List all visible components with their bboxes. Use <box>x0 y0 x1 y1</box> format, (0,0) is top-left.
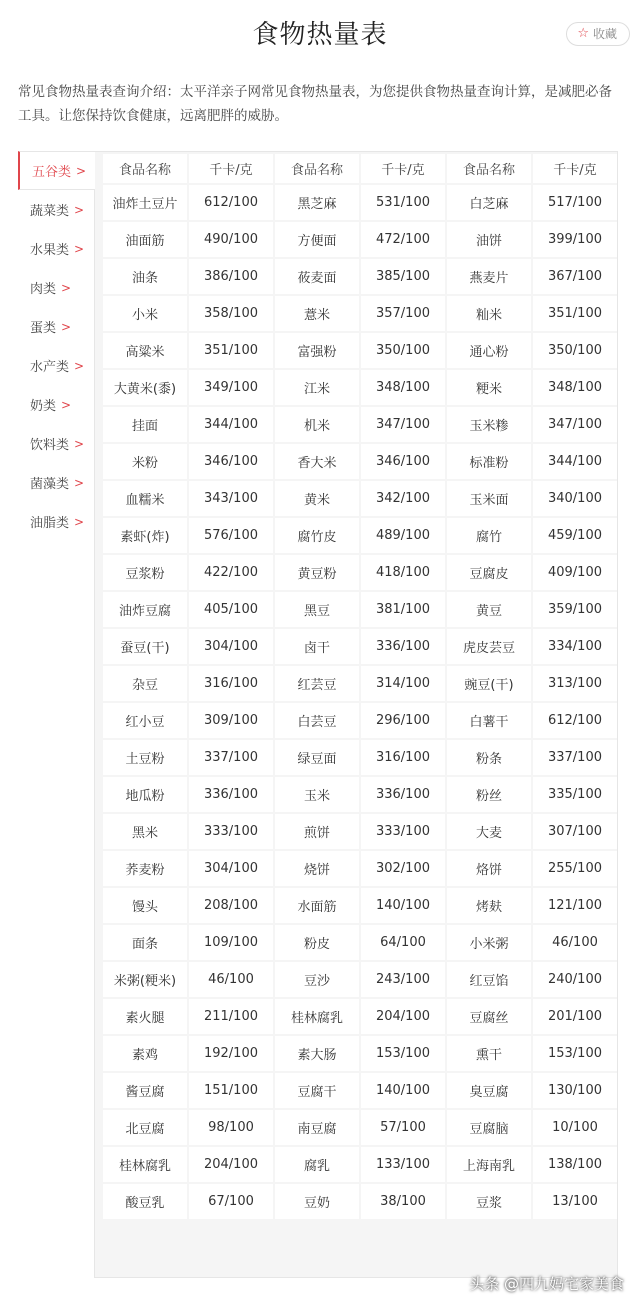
calorie-cell: 151/100 <box>189 1073 273 1108</box>
calorie-cell: 351/100 <box>533 296 617 331</box>
food-name-cell: 黄米 <box>275 481 359 516</box>
food-name-cell: 红小豆 <box>103 703 187 738</box>
calorie-cell: 337/100 <box>533 740 617 775</box>
food-name-cell: 米粉 <box>103 444 187 479</box>
food-name-cell: 腐竹 <box>447 518 531 553</box>
calorie-cell: 333/100 <box>361 814 445 849</box>
calorie-cell: 472/100 <box>361 222 445 257</box>
calorie-cell: 346/100 <box>361 444 445 479</box>
table-row <box>103 666 617 701</box>
table-row <box>103 814 617 849</box>
food-name-cell: 素鸡 <box>103 1036 187 1071</box>
food-name-cell: 腐竹皮 <box>275 518 359 553</box>
table-row <box>103 185 617 220</box>
calorie-cell: 335/100 <box>533 777 617 812</box>
category-item[interactable] <box>18 268 94 307</box>
chevron-right-icon: > <box>61 280 72 295</box>
food-name-cell: 南豆腐 <box>275 1110 359 1145</box>
table-row <box>103 1036 617 1071</box>
category-label: 蛋类 <box>30 321 57 336</box>
calorie-cell: 351/100 <box>189 333 273 368</box>
food-name-cell: 粉条 <box>447 740 531 775</box>
table-row <box>103 962 617 997</box>
calorie-cell: 422/100 <box>189 555 273 590</box>
food-name-cell: 莜麦面 <box>275 259 359 294</box>
calorie-cell: 385/100 <box>361 259 445 294</box>
category-label: 水果类 <box>30 243 70 258</box>
food-name-cell: 油炸豆腐 <box>103 592 187 627</box>
table-row <box>103 925 617 960</box>
food-name-cell: 煎饼 <box>275 814 359 849</box>
food-name-cell: 臭豆腐 <box>447 1073 531 1108</box>
food-name-cell: 腐乳 <box>275 1147 359 1182</box>
calorie-cell: 138/100 <box>533 1147 617 1182</box>
food-name-cell: 玉米 <box>275 777 359 812</box>
page-header <box>0 0 640 66</box>
table-row <box>103 444 617 479</box>
food-name-cell: 大麦 <box>447 814 531 849</box>
calorie-cell: 336/100 <box>189 777 273 812</box>
food-name-cell: 小米 <box>103 296 187 331</box>
calorie-cell: 153/100 <box>533 1036 617 1071</box>
food-name-cell: 豆腐丝 <box>447 999 531 1034</box>
calorie-cell: 208/100 <box>189 888 273 923</box>
calorie-cell: 399/100 <box>533 222 617 257</box>
food-name-cell: 烙饼 <box>447 851 531 886</box>
food-name-cell: 玉米面 <box>447 481 531 516</box>
food-name-cell: 江米 <box>275 370 359 405</box>
calorie-cell: 192/100 <box>189 1036 273 1071</box>
table-row <box>103 407 617 442</box>
food-name-cell: 素虾(炸) <box>103 518 187 553</box>
calorie-cell: 140/100 <box>361 1073 445 1108</box>
calorie-cell: 255/100 <box>533 851 617 886</box>
food-name-cell: 香大米 <box>275 444 359 479</box>
table-row <box>103 296 617 331</box>
calorie-cell: 304/100 <box>189 629 273 664</box>
food-name-cell: 白薯干 <box>447 703 531 738</box>
calorie-cell: 333/100 <box>189 814 273 849</box>
chevron-right-icon: > <box>61 397 72 412</box>
category-item[interactable] <box>18 229 94 268</box>
calorie-cell: 309/100 <box>189 703 273 738</box>
category-item[interactable] <box>18 385 94 424</box>
chevron-right-icon: > <box>74 475 85 490</box>
calorie-cell: 201/100 <box>533 999 617 1034</box>
food-name-cell: 面条 <box>103 925 187 960</box>
food-name-cell: 桂林腐乳 <box>103 1147 187 1182</box>
calorie-cell: 10/100 <box>533 1110 617 1145</box>
favorite-label: 收藏 <box>592 27 617 41</box>
food-name-cell: 豆浆粉 <box>103 555 187 590</box>
calorie-cell: 357/100 <box>361 296 445 331</box>
food-name-cell: 豆腐皮 <box>447 555 531 590</box>
watermark: 头条 @四九妈宅家美食 <box>469 1275 624 1293</box>
food-name-cell: 熏干 <box>447 1036 531 1071</box>
food-name-cell: 绿豆面 <box>275 740 359 775</box>
calorie-cell: 344/100 <box>189 407 273 442</box>
category-label: 蔬菜类 <box>30 204 70 219</box>
food-name-cell: 黑芝麻 <box>275 185 359 220</box>
chevron-right-icon: > <box>74 436 85 451</box>
category-item[interactable] <box>18 346 94 385</box>
category-label: 菌藻类 <box>30 477 70 492</box>
food-name-cell: 白芸豆 <box>275 703 359 738</box>
chevron-right-icon: > <box>74 514 85 529</box>
food-name-cell: 燕麦片 <box>447 259 531 294</box>
column-header: 食品名称 <box>275 154 359 183</box>
food-name-cell: 红豆馅 <box>447 962 531 997</box>
calorie-cell: 67/100 <box>189 1184 273 1219</box>
category-label: 肉类 <box>30 282 57 297</box>
food-name-cell: 黑豆 <box>275 592 359 627</box>
calorie-cell: 313/100 <box>533 666 617 701</box>
food-name-cell: 通心粉 <box>447 333 531 368</box>
food-name-cell: 上海南乳 <box>447 1147 531 1182</box>
table-row <box>103 370 617 405</box>
calorie-cell: 612/100 <box>189 185 273 220</box>
calorie-cell: 153/100 <box>361 1036 445 1071</box>
intro-text: 常见食物热量表查询介绍：太平洋亲子网常见食物热量表，为您提供食物热量查询计算，是减肥必备工具。让您保持饮食健康，远离肥胖的威胁。 <box>18 84 612 124</box>
table-row <box>103 1184 617 1219</box>
table-row <box>103 999 617 1034</box>
food-name-cell: 大黄米(黍) <box>103 370 187 405</box>
favorite-button[interactable] <box>566 22 630 46</box>
column-header: 食品名称 <box>447 154 531 183</box>
calorie-cell: 64/100 <box>361 925 445 960</box>
food-name-cell: 素火腿 <box>103 999 187 1034</box>
category-item[interactable] <box>18 190 94 229</box>
table-row <box>103 1147 617 1182</box>
calorie-cell: 347/100 <box>361 407 445 442</box>
calorie-cell: 350/100 <box>533 333 617 368</box>
calorie-cell: 337/100 <box>189 740 273 775</box>
calorie-cell: 296/100 <box>361 703 445 738</box>
food-name-cell: 土豆粉 <box>103 740 187 775</box>
food-name-cell: 酱豆腐 <box>103 1073 187 1108</box>
table-row <box>103 851 617 886</box>
calorie-cell: 381/100 <box>361 592 445 627</box>
food-name-cell: 烤麸 <box>447 888 531 923</box>
food-name-cell: 籼米 <box>447 296 531 331</box>
food-name-cell: 豆腐脑 <box>447 1110 531 1145</box>
food-name-cell: 黄豆粉 <box>275 555 359 590</box>
calorie-cell: 517/100 <box>533 185 617 220</box>
table-row <box>103 592 617 627</box>
calorie-cell: 13/100 <box>533 1184 617 1219</box>
calorie-cell: 347/100 <box>533 407 617 442</box>
calorie-cell: 350/100 <box>361 333 445 368</box>
calorie-cell: 121/100 <box>533 888 617 923</box>
calorie-cell: 531/100 <box>361 185 445 220</box>
food-name-cell: 油条 <box>103 259 187 294</box>
calorie-cell: 348/100 <box>533 370 617 405</box>
table-row <box>103 518 617 553</box>
food-name-cell: 豆奶 <box>275 1184 359 1219</box>
calorie-cell: 346/100 <box>189 444 273 479</box>
calorie-cell: 204/100 <box>361 999 445 1034</box>
food-name-cell: 油炸土豆片 <box>103 185 187 220</box>
category-label: 奶类 <box>30 399 57 414</box>
food-name-cell: 杂豆 <box>103 666 187 701</box>
calorie-cell: 343/100 <box>189 481 273 516</box>
food-name-cell: 富强粉 <box>275 333 359 368</box>
chevron-right-icon: > <box>74 241 85 256</box>
table-row <box>103 1110 617 1145</box>
chevron-right-icon: > <box>74 202 85 217</box>
food-name-cell: 卤干 <box>275 629 359 664</box>
food-name-cell: 粳米 <box>447 370 531 405</box>
calorie-cell: 38/100 <box>361 1184 445 1219</box>
chevron-right-icon: > <box>61 319 72 334</box>
food-name-cell: 薏米 <box>275 296 359 331</box>
food-name-cell: 馒头 <box>103 888 187 923</box>
calorie-cell: 307/100 <box>533 814 617 849</box>
category-sidebar <box>18 151 94 541</box>
food-name-cell: 方便面 <box>275 222 359 257</box>
calorie-cell: 349/100 <box>189 370 273 405</box>
calorie-cell: 46/100 <box>533 925 617 960</box>
category-label: 水产类 <box>30 360 70 375</box>
calorie-cell: 358/100 <box>189 296 273 331</box>
food-name-cell: 米粥(粳米) <box>103 962 187 997</box>
calorie-cell: 314/100 <box>361 666 445 701</box>
food-name-cell: 酸豆乳 <box>103 1184 187 1219</box>
table-header-row <box>103 154 617 183</box>
calorie-cell: 46/100 <box>189 962 273 997</box>
category-item[interactable] <box>18 151 95 190</box>
food-name-cell: 黑米 <box>103 814 187 849</box>
food-name-cell: 豆沙 <box>275 962 359 997</box>
calorie-cell: 130/100 <box>533 1073 617 1108</box>
calorie-cell: 316/100 <box>189 666 273 701</box>
calorie-cell: 489/100 <box>361 518 445 553</box>
star-icon: ☆ <box>577 26 589 41</box>
table-row <box>103 629 617 664</box>
column-header: 食品名称 <box>103 154 187 183</box>
category-item[interactable] <box>18 463 94 502</box>
calorie-cell: 367/100 <box>533 259 617 294</box>
chevron-right-icon: > <box>76 163 87 178</box>
calorie-cell: 344/100 <box>533 444 617 479</box>
calorie-cell: 459/100 <box>533 518 617 553</box>
calorie-cell: 612/100 <box>533 703 617 738</box>
food-name-cell: 油饼 <box>447 222 531 257</box>
calorie-cell: 405/100 <box>189 592 273 627</box>
food-name-cell: 烧饼 <box>275 851 359 886</box>
food-name-cell: 水面筋 <box>275 888 359 923</box>
calorie-cell: 302/100 <box>361 851 445 886</box>
food-name-cell: 标准粉 <box>447 444 531 479</box>
calorie-cell: 386/100 <box>189 259 273 294</box>
food-name-cell: 素大肠 <box>275 1036 359 1071</box>
calorie-cell: 418/100 <box>361 555 445 590</box>
food-name-cell: 地瓜粉 <box>103 777 187 812</box>
calorie-cell: 204/100 <box>189 1147 273 1182</box>
table-row <box>103 481 617 516</box>
table-row <box>103 740 617 775</box>
table-row <box>103 333 617 368</box>
column-header: 千卡/克 <box>533 154 617 183</box>
calorie-cell: 211/100 <box>189 999 273 1034</box>
food-name-cell: 豆腐干 <box>275 1073 359 1108</box>
page-title: 食物热量表 <box>252 20 388 50</box>
calorie-cell: 348/100 <box>361 370 445 405</box>
calorie-cell: 140/100 <box>361 888 445 923</box>
food-name-cell: 玉米糁 <box>447 407 531 442</box>
food-name-cell: 油面筋 <box>103 222 187 257</box>
table-row <box>103 703 617 738</box>
food-name-cell: 高粱米 <box>103 333 187 368</box>
calorie-cell: 98/100 <box>189 1110 273 1145</box>
calorie-cell: 409/100 <box>533 555 617 590</box>
food-name-cell: 北豆腐 <box>103 1110 187 1145</box>
food-name-cell: 挂面 <box>103 407 187 442</box>
table-row <box>103 777 617 812</box>
food-name-cell: 桂林腐乳 <box>275 999 359 1034</box>
table-row <box>103 259 617 294</box>
category-item[interactable] <box>18 307 94 346</box>
chevron-right-icon: > <box>74 358 85 373</box>
category-item[interactable] <box>18 502 94 541</box>
calorie-cell: 359/100 <box>533 592 617 627</box>
category-label: 五谷类 <box>32 165 72 180</box>
column-header: 千卡/克 <box>189 154 273 183</box>
table-row <box>103 555 617 590</box>
column-header: 千卡/克 <box>361 154 445 183</box>
category-label: 油脂类 <box>30 516 70 531</box>
food-name-cell: 机米 <box>275 407 359 442</box>
calorie-cell: 336/100 <box>361 629 445 664</box>
food-name-cell: 血糯米 <box>103 481 187 516</box>
table-row <box>103 888 617 923</box>
food-name-cell: 虎皮芸豆 <box>447 629 531 664</box>
calorie-cell: 342/100 <box>361 481 445 516</box>
food-name-cell: 豌豆(干) <box>447 666 531 701</box>
table-row <box>103 222 617 257</box>
calorie-cell: 334/100 <box>533 629 617 664</box>
calorie-cell: 316/100 <box>361 740 445 775</box>
food-name-cell: 小米粥 <box>447 925 531 960</box>
calorie-table-panel <box>94 151 618 1278</box>
calorie-table <box>101 152 619 1221</box>
calorie-cell: 243/100 <box>361 962 445 997</box>
calorie-cell: 304/100 <box>189 851 273 886</box>
food-name-cell: 豆浆 <box>447 1184 531 1219</box>
food-name-cell: 红芸豆 <box>275 666 359 701</box>
food-name-cell: 粉皮 <box>275 925 359 960</box>
food-name-cell: 蚕豆(干) <box>103 629 187 664</box>
calorie-cell: 340/100 <box>533 481 617 516</box>
calorie-cell: 240/100 <box>533 962 617 997</box>
calorie-cell: 490/100 <box>189 222 273 257</box>
food-name-cell: 粉丝 <box>447 777 531 812</box>
food-name-cell: 黄豆 <box>447 592 531 627</box>
category-label: 饮料类 <box>30 438 70 453</box>
calorie-cell: 336/100 <box>361 777 445 812</box>
category-item[interactable] <box>18 424 94 463</box>
calorie-cell: 109/100 <box>189 925 273 960</box>
table-row <box>103 1073 617 1108</box>
calorie-cell: 576/100 <box>189 518 273 553</box>
calorie-cell: 133/100 <box>361 1147 445 1182</box>
calorie-cell: 57/100 <box>361 1110 445 1145</box>
food-name-cell: 荞麦粉 <box>103 851 187 886</box>
food-name-cell: 白芝麻 <box>447 185 531 220</box>
